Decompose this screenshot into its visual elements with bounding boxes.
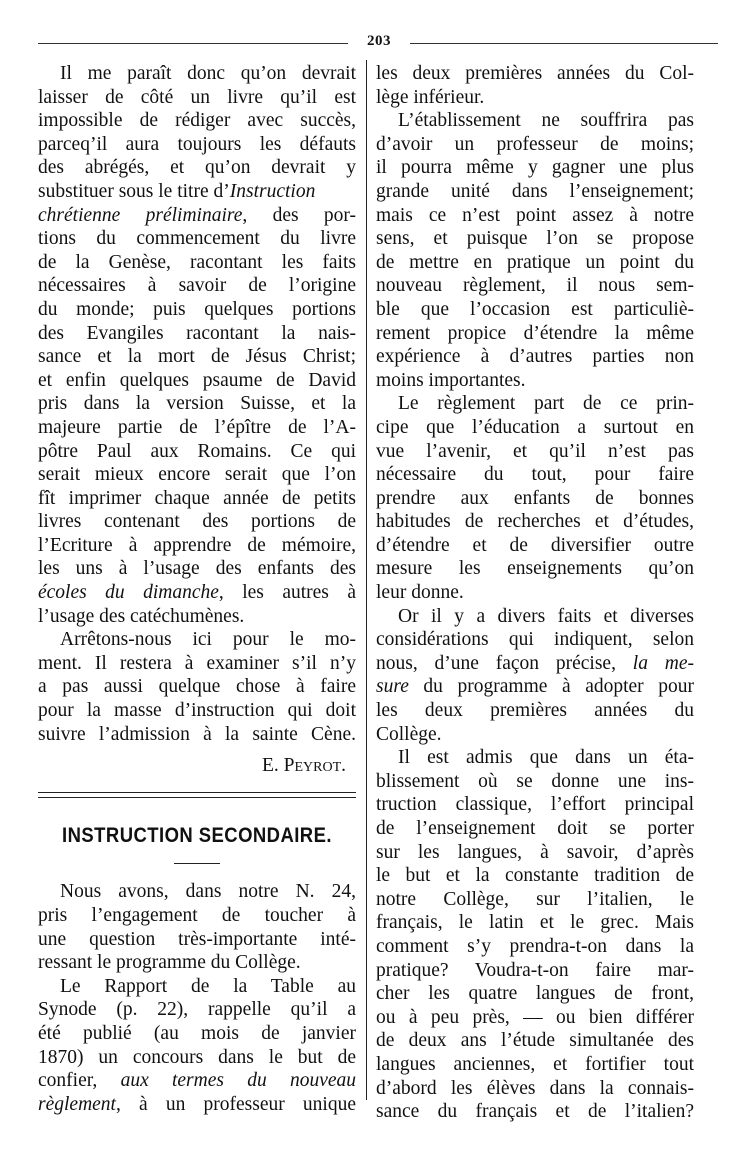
text-line: de mettre en pratique un point du [376,251,694,273]
italic-text: aux termes du nouveau [120,1070,357,1092]
text-line: leur donne. [376,582,464,604]
section-title: INSTRUCTION SECONDAIRE. [62,823,332,847]
text-line: sur les langues, à savoir, d’après [376,841,694,863]
text-line: il pourra même y gagner une plus [376,157,694,179]
text-line: Il me paraît donc qu’on devrait [60,63,356,84]
text-line: L’établissement ne souffrira pas [398,110,694,132]
text-span: confier, [38,1070,98,1092]
text-span: , les autres à [218,582,356,604]
text-line: des Evangiles racontant la nais- [38,322,356,344]
header-rule-left [38,43,348,44]
text-line: serait mieux encore serait que l’on [38,464,356,486]
text-line: tions du commencement du livre [38,228,356,250]
right-column [376,62,694,1124]
text-line: Or il y a divers faits et diverses [398,605,694,627]
paragraph [376,109,694,392]
text-line: a pas aussi quelque chose à faire [38,676,356,698]
text-line: blissement où se donne une ins- [376,770,694,792]
text-line: été publié (au mois de janvier [38,1022,356,1044]
text-line: parceq’il aura toujours les défauts [38,133,356,155]
page-number: 203 [367,33,391,49]
text-line [38,1093,356,1117]
text-line: les uns à l’usage des enfants des [38,558,356,580]
text-span: , des por- [242,204,357,226]
header-rule-right [410,43,718,44]
paragraph [376,62,694,109]
text-line: l’usage des catéchumènes. [38,605,245,627]
paragraph [376,605,694,747]
text-line: ressant le programme du Collège. [38,952,301,974]
text-line: Arrêtons-nous ici pour le mo- [60,629,356,651]
text-line [38,204,356,228]
paragraph [376,392,694,604]
author-signature: E. Peyrot. [261,755,346,777]
text-line: nouveau règlement, il nous sem- [376,275,694,297]
text-span: substituer sous le titre d’ [38,180,230,202]
title-rule [174,863,220,864]
text-span: du programme à adopter pour [408,676,694,698]
text-line: d’avoir un professeur de moins; [376,133,694,155]
text-line: d’étendre et de diversifier outre [376,534,694,556]
text-line [376,652,694,676]
text-line: pratique? Voudra-t-on faire mar- [376,959,694,981]
text-line: mais ce n’est point assez à notre [376,204,694,226]
text-line: Le règlement part de ce prin- [398,393,694,415]
text-line: grande unité dans l’enseignement; [376,180,694,202]
text-line: pôtre Paul aux Romains. Ce qui [38,440,356,462]
text-line: ble que l’occasion est particuliè- [376,298,694,320]
text-line: prendre aux enfants de bonnes [376,487,694,509]
text-line: Il est admis que dans un éta- [398,747,694,769]
paragraph [38,628,356,746]
text-line: considérations qui indiquent, selon [376,629,694,651]
left-column [38,62,356,1116]
text-line: livres contenant des portions de [38,511,356,533]
paragraph [376,746,694,1124]
text-line: Nous avons, dans notre N. 24, [60,881,356,903]
text-line: l’Ecriture à apprendre de mémoire, [38,534,356,556]
italic-text: écoles du dimanche [38,582,219,604]
text-line: sance et la mort de Jésus Christ; [38,346,356,368]
text-line: habitudes de recherches et d’études, [376,511,694,533]
text-line: rement propice d’étendre la même [376,322,694,344]
text-line: et enfin quelques psaume de David [38,369,356,391]
text-line [38,180,356,204]
section-separator [38,792,356,798]
text-line [38,581,356,605]
italic-text: sure [376,676,409,698]
italic-text: chrétienne préliminaire [38,204,243,226]
text-line: langues anciennes, et fortifier tout [376,1053,694,1075]
text-line: français, le latin et le grec. Mais [376,912,694,934]
text-line: moins importantes. [376,369,526,391]
italic-text: la me- [632,652,694,674]
text-line: pour la masse d’instruction qui doit [38,700,356,722]
text-line: cher les quatre langues de front, [376,983,694,1005]
text-line: nécessaire du tout, pour faire [376,464,694,486]
text-line [376,675,694,699]
text-line: pris dans la version Suisse, et la [38,393,356,415]
text-line: les deux premières années du [376,700,694,722]
text-line: expérience à d’autres parties non [376,346,694,368]
text-line: du monde; puis quelques portions [38,298,356,320]
text-line: sance du français et de l’italien? [376,1101,694,1123]
text-line: comment s’y prendra-t-on dans la [376,935,694,957]
text-line: le but et la constante tradition de [376,865,694,887]
text-line [38,1069,356,1093]
text-line: d’abord les élèves dans la connais- [376,1077,694,1099]
page-header [38,31,718,55]
text-line: ou à peu près, — ou bien différer [376,1006,694,1028]
text-span: nous, d’une façon précise, [376,652,616,674]
text-line: nécessaires à savoir de l’origine [38,275,356,297]
text-line: une question très-importante inté- [38,928,356,950]
text-line: truction classique, l’effort principal [376,794,694,816]
text-line: vue l’avenir, et qu’il n’est pas [376,440,694,462]
text-line: ment. Il restera à examiner s’il n’y [38,652,356,674]
text-line: de deux ans l’étude simultanée des [376,1030,694,1052]
text-line: 1870) un concours dans le but de [38,1046,356,1068]
text-line: Synode (p. 22), rappelle qu’il a [38,999,356,1021]
italic-text: règlement [38,1093,116,1115]
text-line: les deux premières années du Col- [376,63,694,84]
text-line: suivre l’admission à la sainte Cène. [38,723,356,745]
text-line: sens, et puisque l’on se propose [376,228,694,250]
text-line: de l’enseignement doit se porter [376,818,694,839]
text-line: impossible de rédiger avec succès, [38,110,356,132]
text-line: mesure les enseignements qu’on [376,558,694,580]
text-line: cipe que l’éducation a surtout en [376,416,694,438]
text-line: majeure partie de l’épître de l’A- [38,416,356,438]
text-line: Le Rapport de la Table au [60,975,356,997]
text-line: pris l’engagement de toucher à [38,905,356,926]
text-line: notre Collège, sur l’italien, le [376,888,694,910]
paragraph [38,880,356,974]
text-line: lège inférieur. [376,86,485,108]
text-line: des abrégés, et qu’on devrait y [38,157,356,179]
paragraph [38,975,356,1117]
text-line: de la Genèse, racontant les faits [38,251,356,273]
text-line: fît imprimer chaque année de petits [38,487,356,509]
text-line: Collège. [376,723,442,745]
text-span: , à un professeur unique [115,1093,356,1115]
text-line: laisser de côté un livre qu’il est [38,86,356,108]
italic-text: Instruction [229,180,316,202]
paragraph [38,62,356,628]
column-divider [366,60,367,1100]
